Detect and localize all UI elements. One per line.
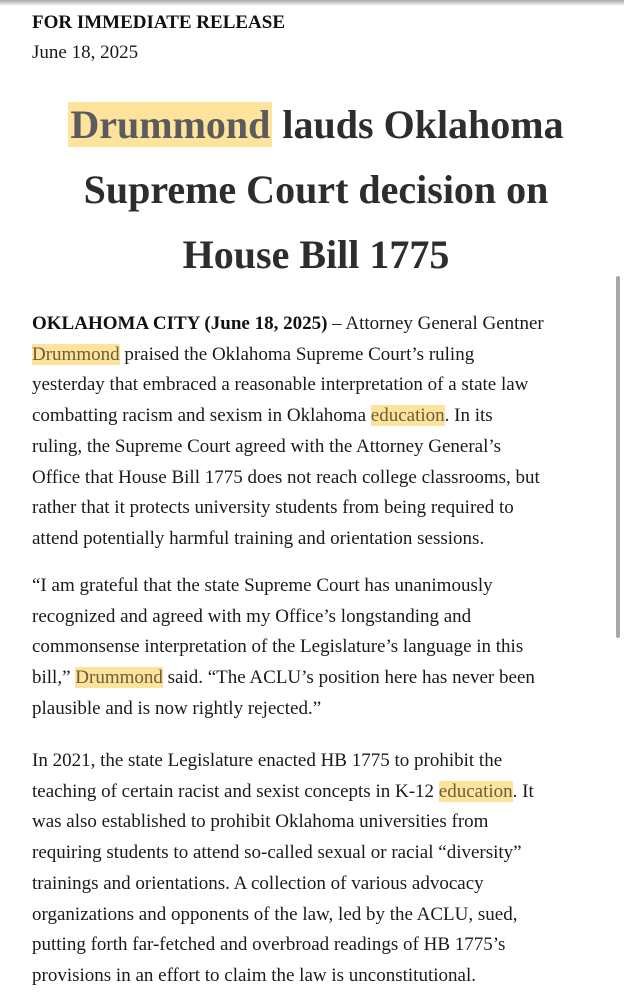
- search-highlight: education: [438, 780, 513, 802]
- dateline: OKLAHOMA CITY (June 18, 2025): [32, 313, 328, 334]
- search-highlight: Drummond: [75, 667, 163, 689]
- search-highlight: Drummond: [32, 343, 120, 365]
- search-highlight: Drummond: [70, 102, 271, 147]
- headline-line-2: Supreme Court decision on: [83, 167, 549, 212]
- headline: [32, 92, 600, 287]
- search-highlight: education: [370, 405, 445, 427]
- paragraph-background: In 2021, the state Legislature enacted HB 1775 to prohibit the teaching of certain racist and sexist concepts in K-12 education. It was also established to prohibit Oklahoma universities from requiring students to attend so-called sexual or racial “diversity” trainings and orientations. A collection of various advocacy organizations and opponents of the law, led by the ACLU, sued, putting forth far-fetched and overbroad readings of HB 1775’s provisions in an effort to claim the law is unconstitutional.: [32, 750, 534, 986]
- headline-line-1: Drummond lauds Oklahoma: [70, 102, 564, 147]
- headline-line-3: House Bill 1775: [182, 232, 450, 277]
- top-edge-shadow: [0, 0, 624, 6]
- release-label: FOR IMMEDIATE RELEASE: [32, 12, 286, 33]
- scrollbar-thumb[interactable]: [616, 276, 620, 638]
- paragraph-intro: OKLAHOMA CITY (June 18, 2025) – Attorney General Gentner Drummond praised the Oklahoma Supreme Court’s ruling yesterday that embraced a reasonable interpretation of a state law combatting racism and sexism in Oklahoma education. In its ruling, the Supreme Court agreed with the Attorney General’s Office that House Bill 1775 does not reach college classrooms, but rather that it protects university students from being required to attend potentially harmful training and orientation sessions.: [32, 313, 544, 549]
- paragraph-quote: “I am grateful that the state Supreme Court has unanimously recognized and agreed with my Office’s longstanding and commonsense interpretation of the Legislature’s language in this bill,” Drummond said. “The ACLU’s position here has never been plausible and is now rightly rejected.”: [32, 575, 535, 719]
- vertical-scrollbar[interactable]: [614, 274, 622, 640]
- release-date: June 18, 2025: [32, 42, 139, 63]
